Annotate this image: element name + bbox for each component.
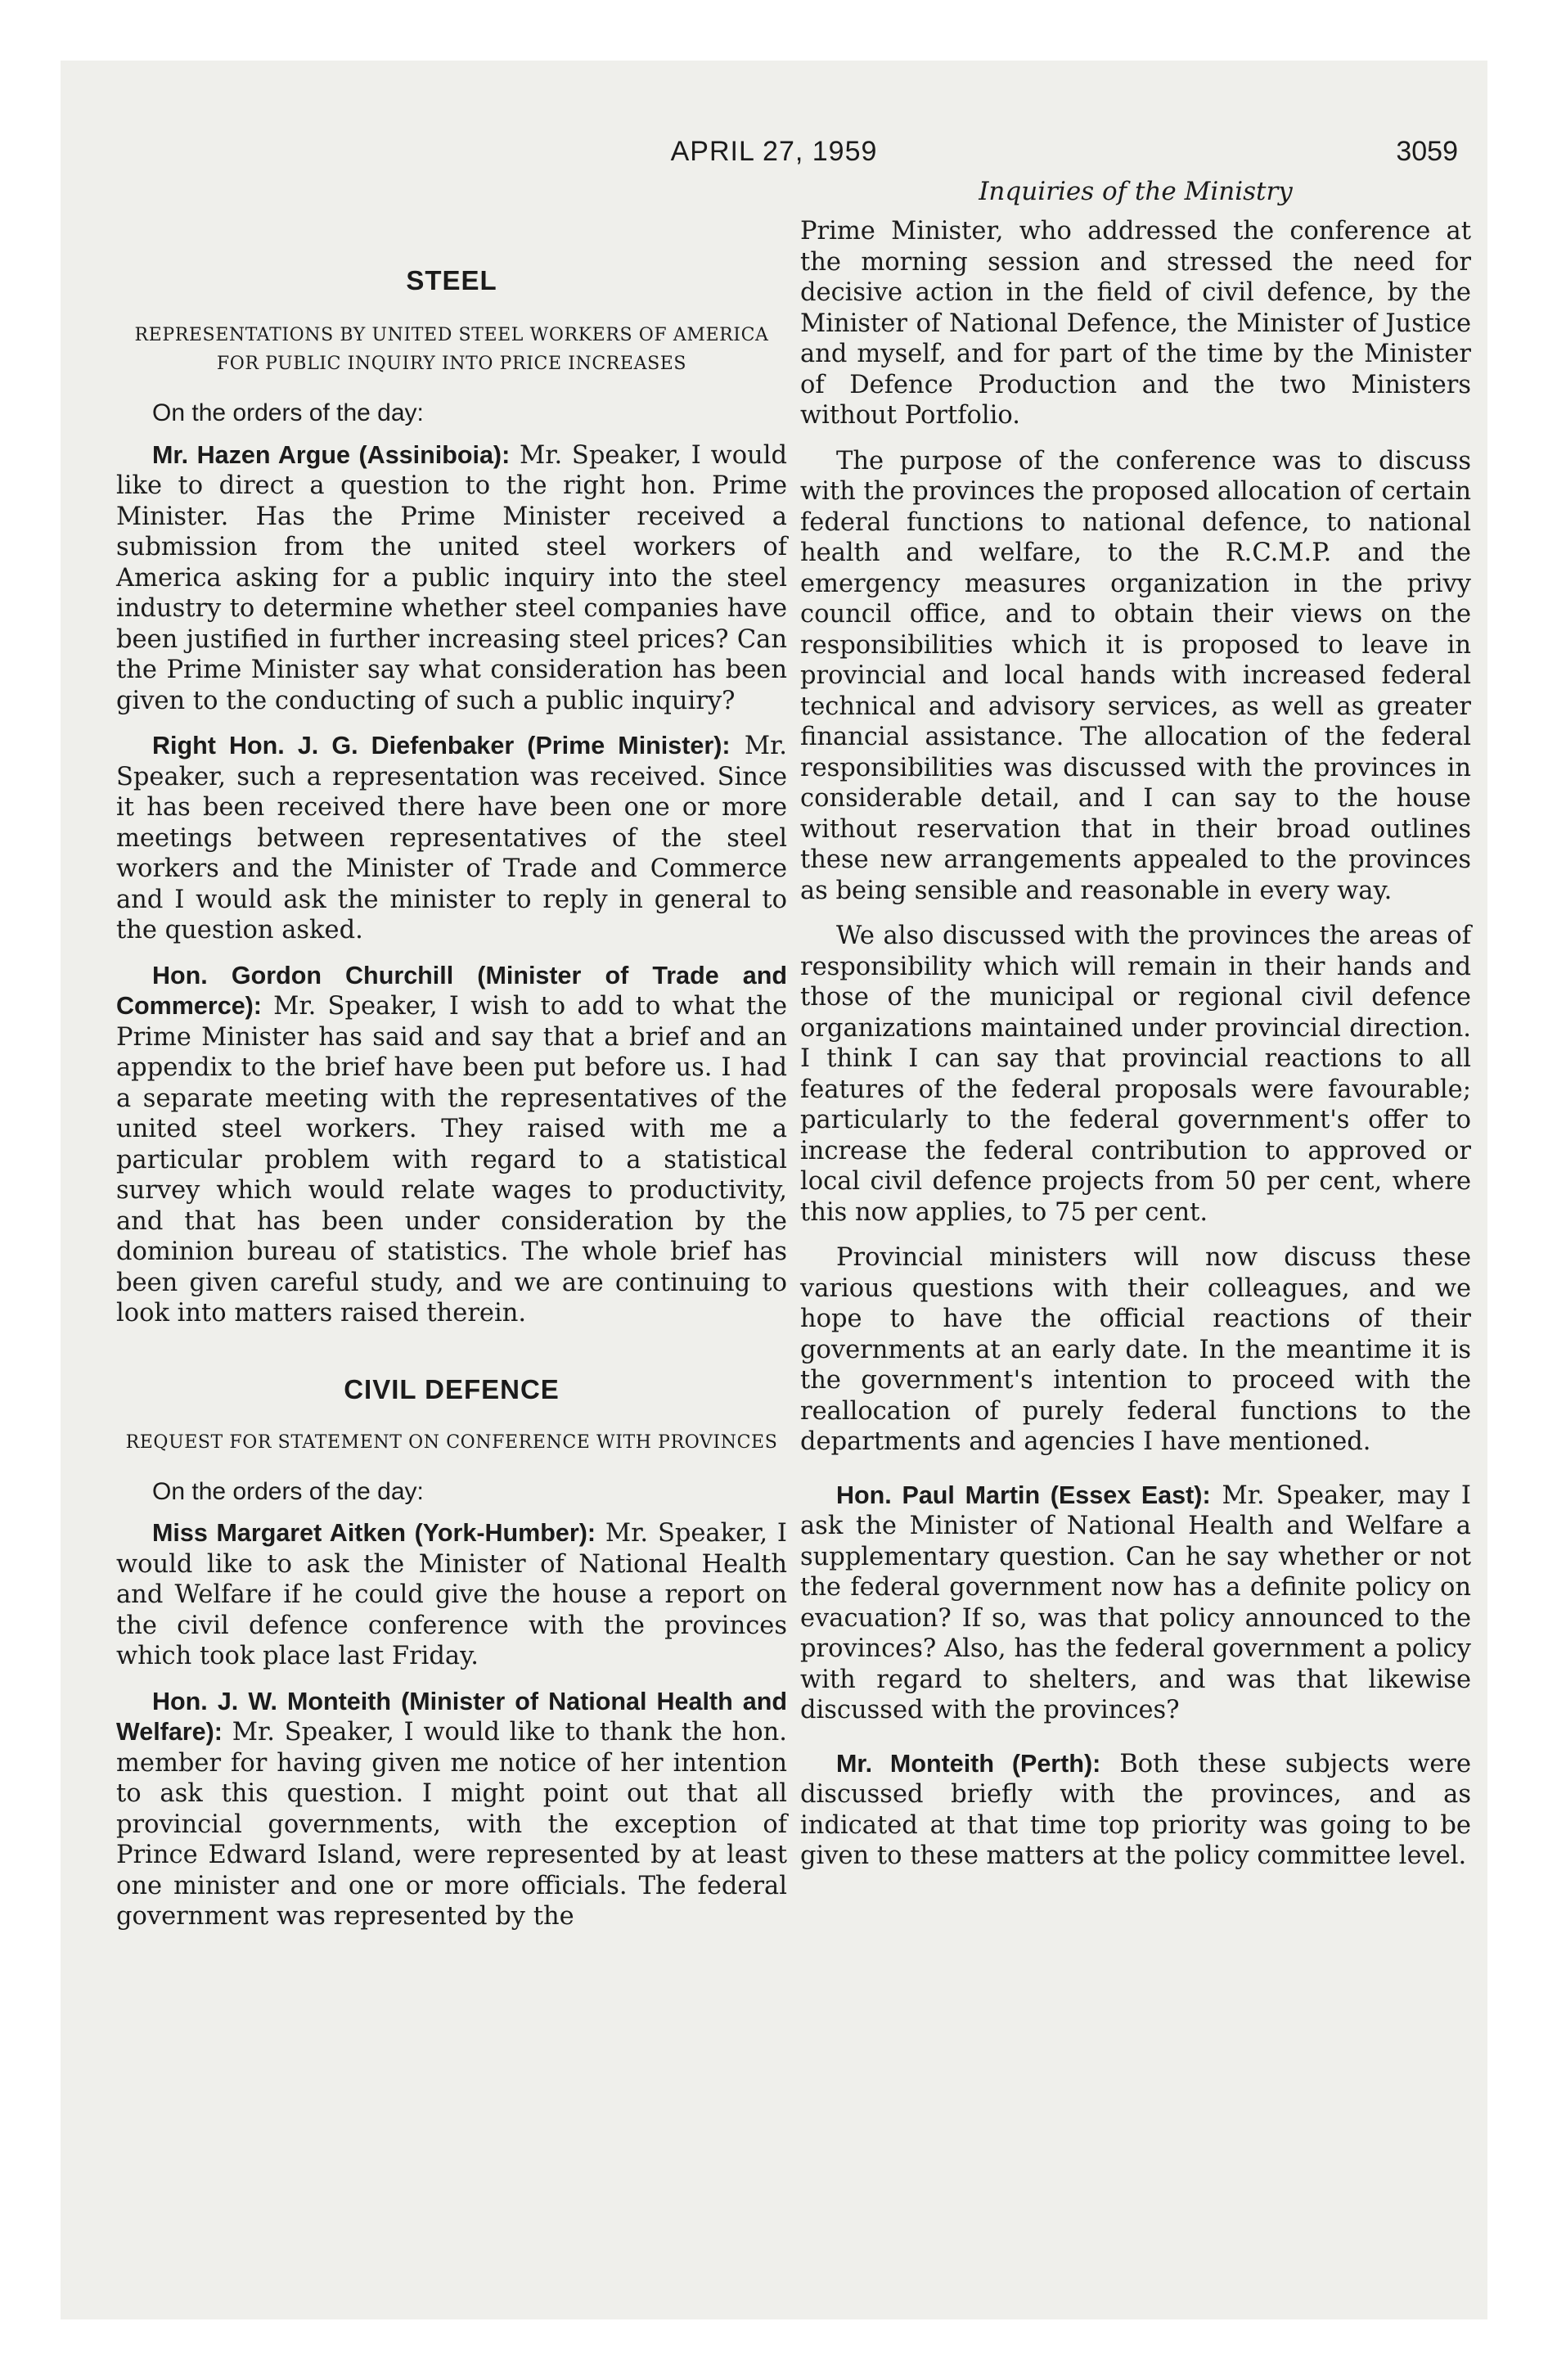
orders-of-day: On the orders of the day: bbox=[152, 399, 424, 426]
left-column bbox=[116, 183, 787, 1947]
speech-text: Mr. Speaker, may I ask the Minister of National Health and Welfare a supplementary question. Can he say whether or not the federal government now has a definite policy on evacuation? If so, was that policy announced to the provinces? Also, has the federal government a policy with regard to shelters, and was that likewise discussed with the provinces? bbox=[800, 1481, 1471, 1724]
section-title-steel: STEEL bbox=[406, 265, 497, 295]
speech-text: Mr. Speaker, I would like to ask the Minister of National Health and Welfare if he could give the house a report on the civil defence conference with the provinces which took place last Friday. bbox=[116, 1519, 787, 1670]
section-subtitle-civil-defence: REQUEST FOR STATEMENT ON CONFERENCE WITH PROVINCES bbox=[125, 1431, 778, 1453]
speaker-name: Hon. Paul Martin (Essex East): bbox=[836, 1481, 1211, 1509]
paragraph-aitken bbox=[116, 1518, 787, 1672]
speaker-name: Mr. Hazen Argue (Assiniboia): bbox=[152, 440, 511, 469]
speech-text: Mr. Speaker, such a representation was received. Since it has been received there have been one or more meetings between representatives of the steel workers and the Minister of Trade and Commerce and I would ask the minister to reply in general to the question asked. bbox=[116, 732, 787, 944]
paragraph-discussion: We also discussed with the provinces the areas of responsibility which will remain in their hands and those of the municipal or regional civil defence organizations maintained under provincial direction. I think I can say that provincial reactions to all features of the federal proposals were favourable; particularly to the federal government's offer to increase the federal contribution to approved or local civil defence projects from 50 per cent, where this now applies, to 75 per cent. bbox=[800, 922, 1471, 1227]
paragraph-monteith bbox=[116, 1687, 787, 1932]
speaker-name: Hon. J. W. Monteith (Minister of National Health and Welfare): bbox=[116, 1687, 787, 1746]
right-column bbox=[800, 177, 1471, 1886]
speaker-name: Hon. Gordon Churchill (Minister of Trade and Commerce): bbox=[116, 961, 787, 1020]
paragraph-argue bbox=[116, 440, 787, 717]
section-title-civil-defence: CIVIL DEFENCE bbox=[344, 1373, 560, 1404]
section-subtitle-steel: REPRESENTATIONS BY UNITED STEEL WORKERS OF AMERICA FOR PUBLIC INQUIRY INTO PRICE INCREASES bbox=[134, 325, 769, 374]
running-head: Inquiries of the Ministry bbox=[979, 177, 1293, 206]
speaker-name: Miss Margaret Aitken (York-Humber): bbox=[152, 1519, 596, 1547]
page-number: 3059 bbox=[1396, 136, 1458, 167]
paragraph-churchill bbox=[116, 961, 787, 1329]
paragraph-purpose: The purpose of the conference was to discuss with the provinces the proposed allocation of certain federal functions to national defence, to national health and welfare, to the R.C.M.P. and the emergency measures organization in the privy council office, and to obtain their views on the responsibilities which it is proposed to leave in provincial and local hands with increased federal technical and advisory services, as well as greater financial assistance. The allocation of the federal responsibilities was discussed with the provinces in considerable detail, and I can say to the house without reservation that in their broad outlines these new arrangements appealed to the provinces as being sensible and reasonable in every way. bbox=[800, 446, 1471, 905]
paragraph-monteith-reply bbox=[800, 1749, 1471, 1872]
paragraph-diefenbaker bbox=[116, 731, 787, 946]
speech-text: Mr. Speaker, I wish to add to what the Prime Minister has said and say that a brief and an appendix to the brief have been put before us. I had a separate meeting with the representatives of the united steel workers. They raised with me a particular problem with regard to a statistical survey which would relate wages to productivity, and that has been under consideration by the dominion bureau of statistics. The whole brief has been given careful study, and we are continuing to look into matters raised therein. bbox=[116, 992, 787, 1327]
speaker-name: Right Hon. J. G. Diefenbaker (Prime Minister): bbox=[152, 732, 731, 760]
paragraph-martin bbox=[800, 1481, 1471, 1726]
page bbox=[61, 61, 1487, 2319]
speech-text: Mr. Speaker, I would like to direct a question to the right hon. Prime Minister. Has the Prime Minister received a submission from the united steel workers of America asking for a public inquiry into the steel industry to determine whether steel companies have been justified in further increasing steel prices? Can the Prime Minister say what consideration has been given to the conducting of such a public inquiry? bbox=[116, 440, 788, 715]
orders-of-day: On the orders of the day: bbox=[152, 1477, 424, 1505]
speech-text: Both these subjects were discussed briefly with the provinces, and as indicated at that time top priority was going to be given to these matters at the policy committee level. bbox=[800, 1749, 1471, 1870]
header-date: APRIL 27, 1959 bbox=[670, 136, 878, 167]
speech-text: Mr. Speaker, I would like to thank the hon. member for having given me notice of her intention to ask this question. I might point out that all provincial governments, with the exception of Prince Edward Island, were represented by at least one minister and one or more officials. The federal government was represented by the bbox=[116, 1718, 787, 1931]
paragraph-continued: Prime Minister, who addressed the conference at the morning session and stressed the need for decisive action in the field of civil defence, by the Minister of National Defence, the Minister of Justice and myself, and for part of the time by the Minister of Defence Production and the two Ministers without Portfolio. bbox=[800, 217, 1471, 430]
speaker-name: Mr. Monteith (Perth): bbox=[836, 1749, 1101, 1778]
paragraph-provincial: Provincial ministers will now discuss these various questions with their colleagues, and we hope to have the official reactions of their governments at an early date. In the meantime it is the government's intention to proceed with the reallocation of purely federal functions to the departments and agencies I have mentioned. bbox=[800, 1243, 1471, 1456]
